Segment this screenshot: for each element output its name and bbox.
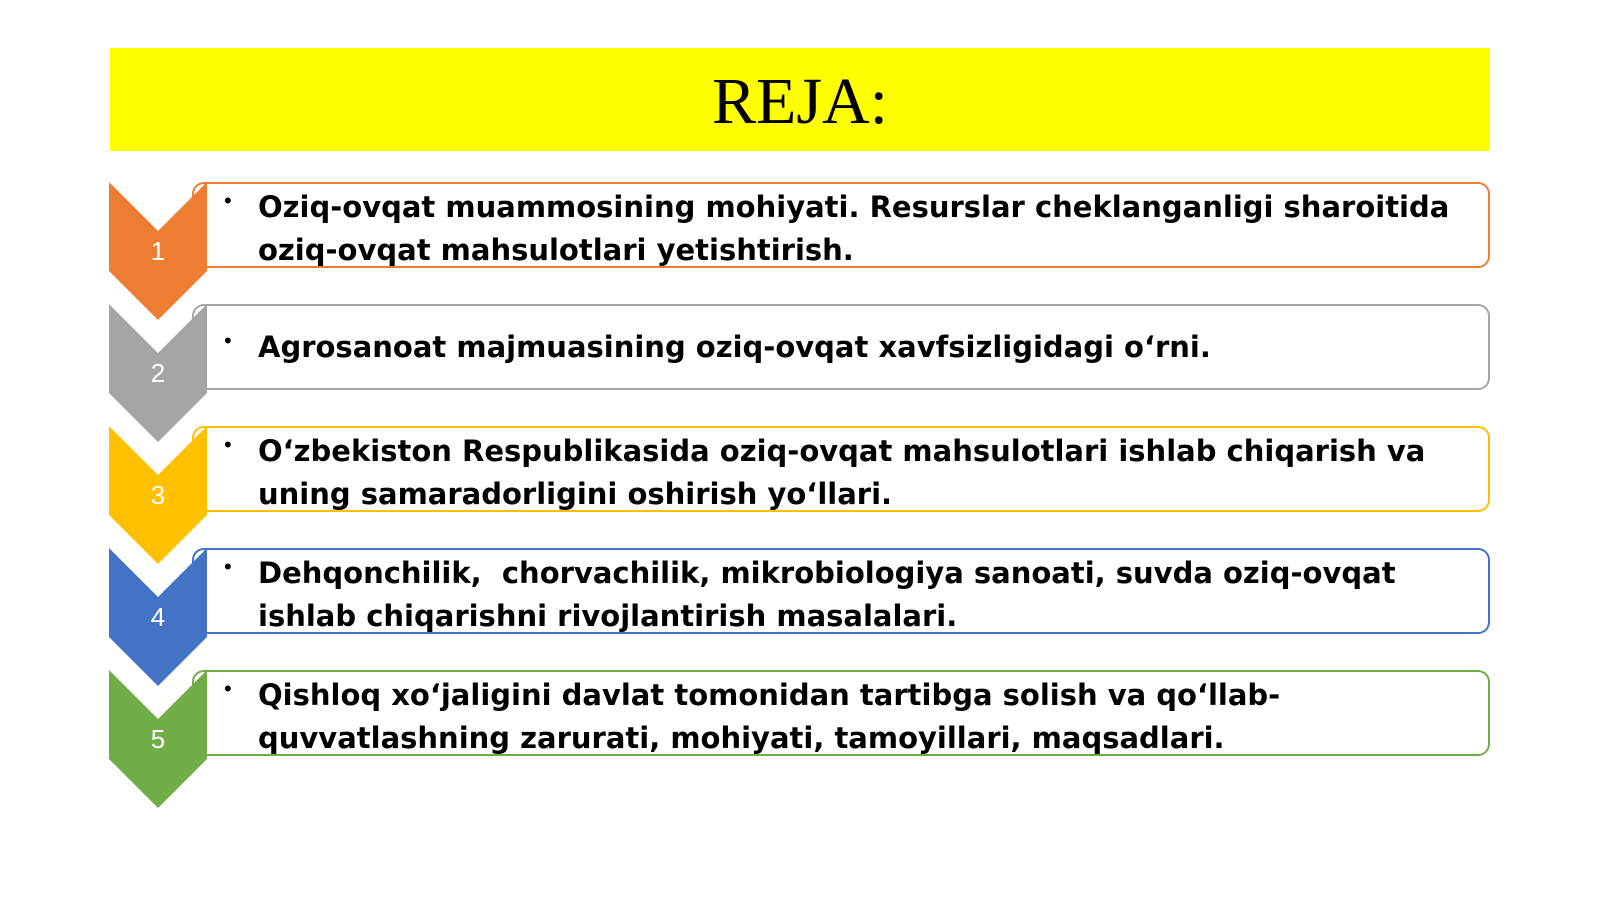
plan-item-1-line2: oziq-ovqat mahsulotlari yetishtirish. (258, 233, 854, 267)
plan-item-4-text (258, 552, 1458, 638)
title-banner (110, 48, 1490, 151)
step-number-5: 5 (150, 724, 166, 754)
step-number-3: 3 (150, 480, 166, 510)
plan-item-3-line2: uning samaradorligini oshirish yo‘llari. (258, 477, 893, 511)
plan-item-1-line1: Oziq-ovqat muammosining mohiyati. Resurslar cheklanganligi sharoitida (258, 190, 1450, 224)
plan-item-5-line1: Qishloq xo‘jaligini davlat tomonidan tartibga solish va qo‘llab- (258, 678, 1281, 712)
step-number-2: 2 (150, 358, 166, 388)
chevron-step-4 (109, 548, 207, 686)
plan-item-3-text (258, 430, 1458, 516)
chevron-step-1 (109, 182, 207, 320)
step-number-1: 1 (150, 236, 166, 266)
step-number-4: 4 (150, 602, 166, 632)
plan-item-5-line2: quvvatlashning zarurati, mohiyati, tamoyillari, maqsadlari. (258, 721, 1225, 755)
plan-item-4-line1: Dehqonchilik, chorvachilik, mikrobiologiya sanoati, suvda oziq-ovqat (258, 556, 1396, 590)
plan-item-2-box (192, 304, 1490, 390)
chevron-step-5 (109, 670, 207, 808)
plan-item-5-text (258, 674, 1458, 760)
chevron-step-2 (109, 304, 207, 442)
page-title: REJA: (711, 64, 889, 138)
bullet-icon: • (224, 188, 232, 213)
bullet-icon: • (224, 432, 232, 457)
bullet-icon: • (224, 554, 232, 579)
bullet-icon: • (224, 676, 232, 701)
plan-item-4-line2: ishlab chiqarishni rivojlantirish masalalari. (258, 599, 958, 633)
plan-item-5-box (192, 670, 1490, 756)
plan-item-3-box (192, 426, 1490, 512)
plan-item-2-text (258, 326, 1458, 369)
chevron-step-3 (109, 426, 207, 564)
plan-item-1-text (258, 186, 1458, 272)
plan-item-1-box (192, 182, 1490, 268)
plan-item-3-line1: O‘zbekiston Respublikasida oziq-ovqat mahsulotlari ishlab chiqarish va (258, 434, 1426, 468)
plan-item-4-box (192, 548, 1490, 634)
bullet-icon: • (224, 328, 232, 353)
plan-item-2-line1: Agrosanoat majmuasining oziq-ovqat xavfsizligidagi o‘rni. (258, 330, 1211, 364)
